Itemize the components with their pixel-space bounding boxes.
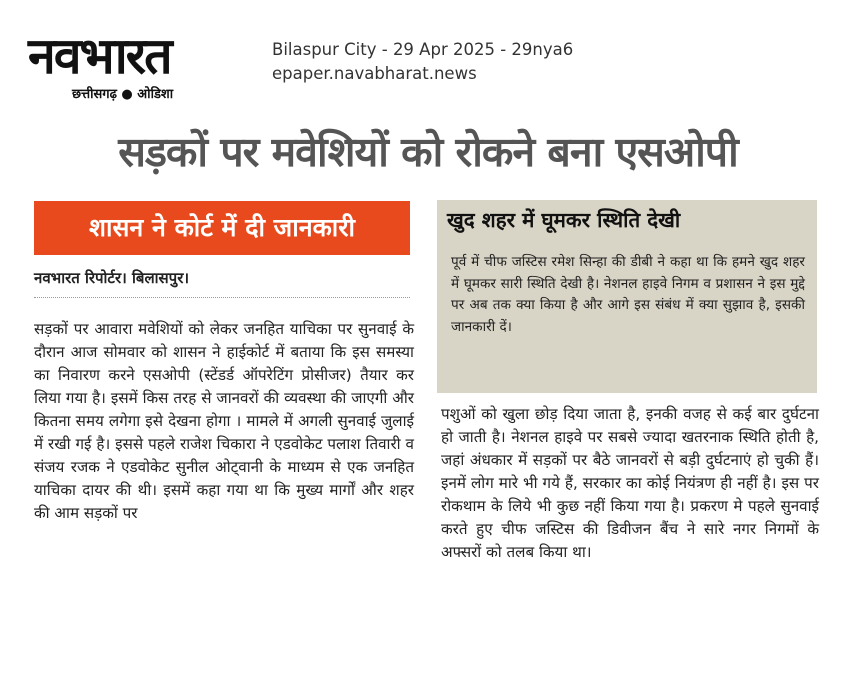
article-body-right-column: पशुओं को खुला छोड़ दिया जाता है, इनकी वजह से कई बार दुर्घटना हो जाती है। नेशनल हाइवे पर सबसे ज्यादा खतरनाक स्थिति होती है, जहां अंधकार में सड़कों पर बैठे जानवरों से बड़ी दुर्घटनाएं हो चुकी हैं। इनमें लोग मारे भी गये हैं, सरकार का कोई नियंत्रण ही नहीं है। इस पर रोकथाम के लिये भी कुछ नहीं किया गया है। प्रकरण मे पहले सुनवाई करते हुए चीफ जस्टिस की डिवीजन बैंच ने सारे नगर निगमों के अफ्सरों को तलब किया था। bbox=[441, 405, 819, 561]
sidebar-box-title: खुद शहर में घूमकर स्थिति देखी bbox=[447, 208, 681, 232]
article-subheadline: शासन ने कोर्ट में दी जानकारी bbox=[34, 201, 410, 255]
article-body-left-column: सड़कों पर आवारा मवेशियों को लेकर जनहित याचिका पर सुनवाई के दौरान आज सोमवार को शासन ने हाईकोर्ट में बताया कि इस समस्या का निवारण करने एसओपी (स्टेंडर्ड ऑपरेटिंग प्रोसीजर) तैयार कर लिया गया है। इसमें किस तरह से जानवरों की व्यवस्था की जाएगी और कितना समय लगेगा इसे देखना होगा । मामले में अगली सुनवाई जुलाई में रखी गई है। इससे पहले राजेश चिकारा ने एडवोकेट पलाश तिवारी व संजय रजक ने एडवोकेट सुनील ओट्वानी के माध्यम से एक जनहित याचिका दायर की थी। इसमें कहा गया था कि मुख्य मार्गों और शहर की आम सड़कों पर bbox=[34, 320, 414, 522]
newspaper-logo bbox=[28, 28, 250, 102]
article-byline: नवभारत रिपोर्टर। बिलासपुर। bbox=[34, 269, 190, 287]
article-headline: सड़कों पर मवेशियों को रोकने बना एसओपी bbox=[118, 128, 738, 176]
sidebar-box-body: पूर्व में चीफ जस्टिस रमेश सिन्हा की डीबी ने कहा था कि हमने खुद शहर में घूमकर सारी स्थिति देखी है। नेशनल हाइवे निगम व प्रशासन ने इस मुद्दे पर अब तक क्या किया है और आगे इस संबंध में क्या सुझाव है, इसकी जानकारी दें। bbox=[451, 254, 805, 335]
edition-info bbox=[272, 38, 573, 86]
byline-divider bbox=[34, 297, 410, 298]
epaper-url: epaper.navabharat.news bbox=[272, 64, 477, 83]
edition-line: Bilaspur City - 29 Apr 2025 - 29nya6 bbox=[272, 40, 574, 59]
logo-region-tagline: छत्तीसगढ़ ● ओडिशा bbox=[72, 87, 174, 102]
sidebar-box bbox=[437, 200, 817, 393]
logo-wordmark: नवभारत bbox=[28, 27, 171, 85]
